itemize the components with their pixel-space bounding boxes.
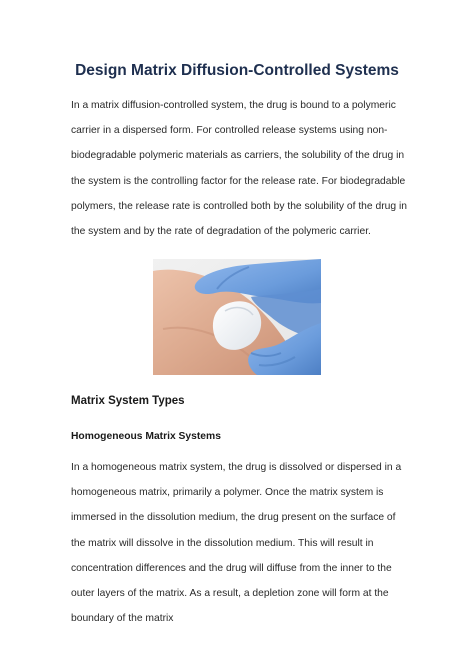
- section-heading: Matrix System Types: [71, 395, 185, 407]
- page-title: Design Matrix Diffusion-Controlled Systems: [75, 62, 399, 79]
- subsection-paragraph: In a homogeneous matrix system, the drug is dissolved or dispersed in a homogeneous matrix, primarily a polymer. Once the matrix system is immersed in the dissolution medium, the drug present on the surface of the matrix will dissolve in the dissolution medium. This will result in concentration differences and the drug will diffuse from the inner to the outer layers of the matrix. As a result, a depletion zone will form at the boundary of the matrix: [71, 462, 402, 625]
- intro-paragraph: In a matrix diffusion-controlled system, the drug is bound to a polymeric carrier in a dispersed form. For controlled release systems using non-biodegradable polymeric materials as carriers, the solubility of the drug in the system is the controlling factor for the release rate. For biodegradable polymers, the release rate is controlled both by the solubility of the drug in the system and by the rate of degradation of the polymeric carrier.: [71, 100, 407, 238]
- subsection-heading: Homogeneous Matrix Systems: [71, 431, 221, 442]
- gloved-hands-applying-patch-photo: [153, 259, 321, 375]
